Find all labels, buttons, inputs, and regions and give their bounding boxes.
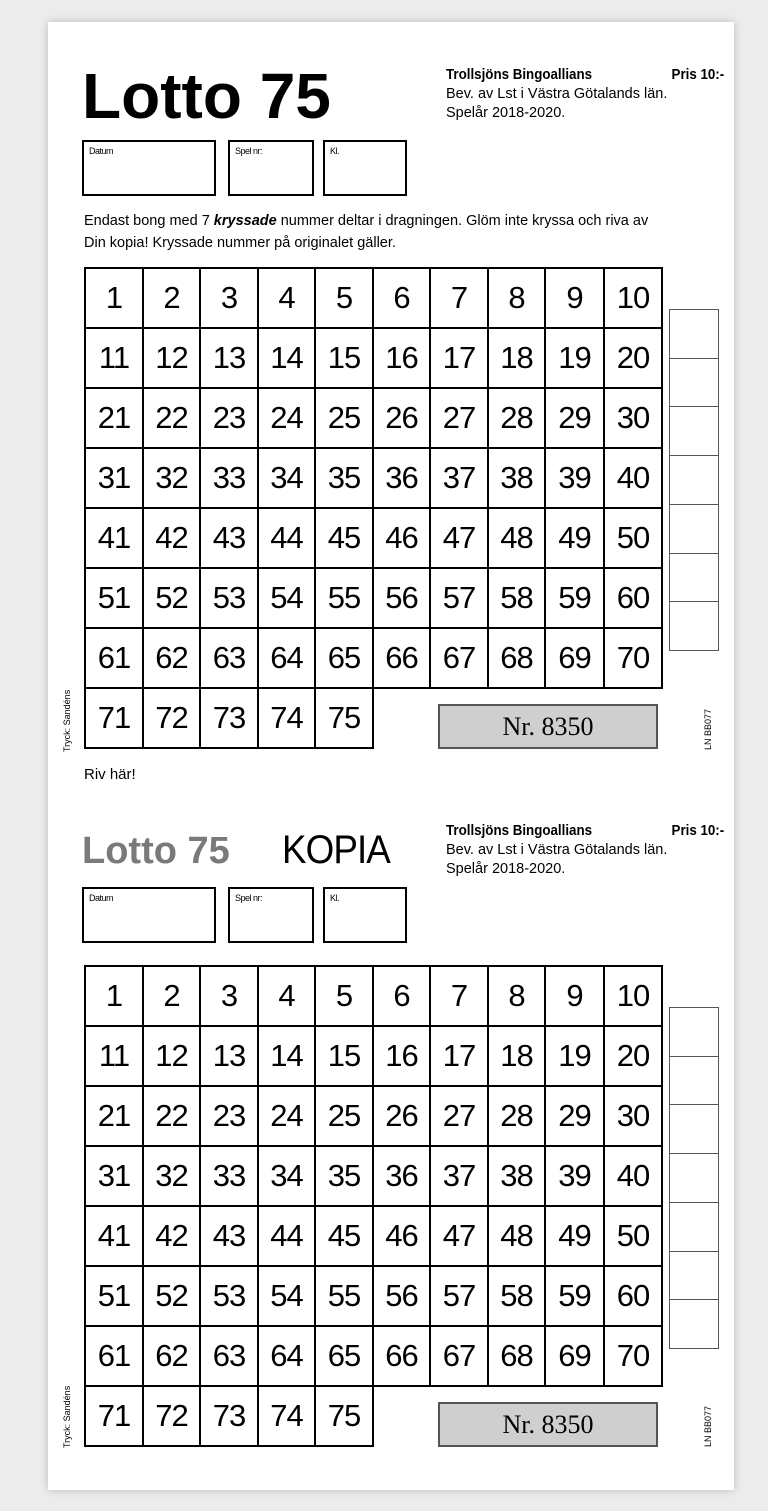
side-box-2[interactable] — [669, 358, 719, 408]
tear-here-label: Riv här! — [84, 766, 136, 783]
number-cell-30[interactable]: 30 — [603, 387, 663, 449]
copy-season-text: Spelår 2018-2020. — [446, 861, 566, 877]
number-cell-54[interactable]: 54 — [257, 567, 316, 629]
number-cell-63[interactable]: 63 — [199, 627, 259, 689]
copy-number-cell-13[interactable]: 13 — [199, 1025, 259, 1087]
copy-number-cell-69[interactable]: 69 — [544, 1325, 605, 1387]
copy-number-cell-53[interactable]: 53 — [199, 1265, 259, 1327]
number-cell-27[interactable]: 27 — [429, 387, 489, 449]
copy-number-cell-68[interactable]: 68 — [487, 1325, 546, 1387]
number-cell-24[interactable]: 24 — [257, 387, 316, 449]
number-cell-4[interactable]: 4 — [257, 267, 316, 329]
number-cell-49[interactable]: 49 — [544, 507, 605, 569]
copy-title: Lotto 75 — [82, 830, 230, 872]
game-number-field[interactable] — [228, 140, 314, 196]
copy-number-cell-74[interactable]: 74 — [257, 1385, 316, 1447]
copy-number-cell-59[interactable]: 59 — [544, 1265, 605, 1327]
copy-number-cell-63[interactable]: 63 — [199, 1325, 259, 1387]
copy-number-cell-19[interactable]: 19 — [544, 1025, 605, 1087]
copy-number-cell-65[interactable]: 65 — [314, 1325, 374, 1387]
number-cell-8[interactable]: 8 — [487, 267, 546, 329]
number-cell-57[interactable]: 57 — [429, 567, 489, 629]
copy-number-cell-9[interactable]: 9 — [544, 965, 605, 1027]
number-cell-58[interactable]: 58 — [487, 567, 546, 629]
number-cell-51[interactable]: 51 — [84, 567, 144, 629]
number-cell-31[interactable]: 31 — [84, 447, 144, 509]
copy-side-box-3[interactable] — [669, 1104, 719, 1154]
copy-number-cell-72[interactable]: 72 — [142, 1385, 201, 1447]
number-cell-32[interactable]: 32 — [142, 447, 201, 509]
number-cell-47[interactable]: 47 — [429, 507, 489, 569]
number-cell-42[interactable]: 42 — [142, 507, 201, 569]
copy-number-cell-70[interactable]: 70 — [603, 1325, 663, 1387]
side-box-5[interactable] — [669, 504, 719, 554]
copy-printer-credit: Tryck: Sandéns — [62, 1385, 72, 1448]
copy-number-cell-22[interactable]: 22 — [142, 1085, 201, 1147]
copy-date-field[interactable] — [82, 887, 216, 943]
copy-price-label: Pris 10:- — [671, 823, 725, 839]
copy-number-cell-41[interactable]: 41 — [84, 1205, 144, 1267]
copy-serial-number: Nr. 8350 — [438, 1402, 658, 1447]
copy-number-cell-35[interactable]: 35 — [314, 1145, 374, 1207]
copy-number-cell-5[interactable]: 5 — [314, 965, 374, 1027]
copy-game-number-field[interactable] — [228, 887, 314, 943]
number-cell-23[interactable]: 23 — [199, 387, 259, 449]
copy-number-cell-54[interactable]: 54 — [257, 1265, 316, 1327]
copy-number-cell-66[interactable]: 66 — [372, 1325, 431, 1387]
price-label: Pris 10:- — [671, 67, 725, 83]
copy-number-cell-51[interactable]: 51 — [84, 1265, 144, 1327]
number-cell-55[interactable]: 55 — [314, 567, 374, 629]
notice-emphasis: kryssade — [213, 213, 277, 229]
copy-number-cell-60[interactable]: 60 — [603, 1265, 663, 1327]
copy-side-box-6[interactable] — [669, 1251, 719, 1301]
date-field-label: Datum — [89, 146, 114, 156]
copy-side-box-1[interactable] — [669, 1007, 719, 1057]
number-cell-36[interactable]: 36 — [372, 447, 431, 509]
ticket-title: Lotto 75 — [82, 60, 331, 132]
copy-time-label: Kl. — [330, 893, 340, 903]
copy-number-cell-39[interactable]: 39 — [544, 1145, 605, 1207]
number-cell-68[interactable]: 68 — [487, 627, 546, 689]
number-cell-74[interactable]: 74 — [257, 687, 316, 749]
copy-number-cell-75[interactable]: 75 — [314, 1385, 374, 1447]
number-cell-37[interactable]: 37 — [429, 447, 489, 509]
number-cell-15[interactable]: 15 — [314, 327, 374, 389]
number-cell-48[interactable]: 48 — [487, 507, 546, 569]
copy-number-cell-71[interactable]: 71 — [84, 1385, 144, 1447]
number-cell-7[interactable]: 7 — [429, 267, 489, 329]
number-cell-45[interactable]: 45 — [314, 507, 374, 569]
number-cell-64[interactable]: 64 — [257, 627, 316, 689]
side-box-7[interactable] — [669, 601, 719, 651]
copy-number-cell-52[interactable]: 52 — [142, 1265, 201, 1327]
copy-number-cell-43[interactable]: 43 — [199, 1205, 259, 1267]
copy-number-cell-42[interactable]: 42 — [142, 1205, 201, 1267]
number-cell-11[interactable]: 11 — [84, 327, 144, 389]
number-cell-43[interactable]: 43 — [199, 507, 259, 569]
number-cell-25[interactable]: 25 — [314, 387, 374, 449]
copy-organizer-name: Trollsjöns Bingoallians — [446, 823, 593, 839]
game-number-label: Spel nr: — [235, 146, 263, 156]
number-cell-75[interactable]: 75 — [314, 687, 374, 749]
number-cell-52[interactable]: 52 — [142, 567, 201, 629]
copy-number-cell-58[interactable]: 58 — [487, 1265, 546, 1327]
copy-number-cell-57[interactable]: 57 — [429, 1265, 489, 1327]
number-cell-40[interactable]: 40 — [603, 447, 663, 509]
number-cell-67[interactable]: 67 — [429, 627, 489, 689]
number-cell-21[interactable]: 21 — [84, 387, 144, 449]
copy-permit-text: Bev. av Lst i Västra Götalands län. — [446, 842, 668, 858]
number-cell-69[interactable]: 69 — [544, 627, 605, 689]
number-cell-59[interactable]: 59 — [544, 567, 605, 629]
copy-side-box-2[interactable] — [669, 1056, 719, 1106]
copy-number-cell-37[interactable]: 37 — [429, 1145, 489, 1207]
copy-number-cell-67[interactable]: 67 — [429, 1325, 489, 1387]
number-cell-33[interactable]: 33 — [199, 447, 259, 509]
number-cell-72[interactable]: 72 — [142, 687, 201, 749]
number-cell-66[interactable]: 66 — [372, 627, 431, 689]
copy-organizer-block — [446, 822, 726, 879]
copy-number-cell-27[interactable]: 27 — [429, 1085, 489, 1147]
number-cell-73[interactable]: 73 — [199, 687, 259, 749]
organizer-name: Trollsjöns Bingoallians — [446, 67, 593, 83]
number-cell-2[interactable]: 2 — [142, 267, 201, 329]
copy-number-cell-32[interactable]: 32 — [142, 1145, 201, 1207]
copy-number-cell-12[interactable]: 12 — [142, 1025, 201, 1087]
copy-number-cell-20[interactable]: 20 — [603, 1025, 663, 1087]
copy-number-cell-62[interactable]: 62 — [142, 1325, 201, 1387]
number-cell-60[interactable]: 60 — [603, 567, 663, 629]
copy-number-cell-30[interactable]: 30 — [603, 1085, 663, 1147]
number-cell-70[interactable]: 70 — [603, 627, 663, 689]
copy-number-cell-16[interactable]: 16 — [372, 1025, 431, 1087]
number-cell-44[interactable]: 44 — [257, 507, 316, 569]
copy-number-cell-1[interactable]: 1 — [84, 965, 144, 1027]
copy-number-cell-61[interactable]: 61 — [84, 1325, 144, 1387]
copy-time-field[interactable] — [323, 887, 407, 943]
printer-credit: Tryck: Sandéns — [62, 689, 72, 752]
copy-number-cell-24[interactable]: 24 — [257, 1085, 316, 1147]
number-cell-65[interactable]: 65 — [314, 627, 374, 689]
copy-number-cell-46[interactable]: 46 — [372, 1205, 431, 1267]
number-cell-17[interactable]: 17 — [429, 327, 489, 389]
number-cell-62[interactable]: 62 — [142, 627, 201, 689]
copy-number-cell-50[interactable]: 50 — [603, 1205, 663, 1267]
copy-number-cell-21[interactable]: 21 — [84, 1085, 144, 1147]
rules-notice — [84, 210, 664, 254]
copy-number-cell-23[interactable]: 23 — [199, 1085, 259, 1147]
number-cell-29[interactable]: 29 — [544, 387, 605, 449]
copy-number-cell-26[interactable]: 26 — [372, 1085, 431, 1147]
number-cell-5[interactable]: 5 — [314, 267, 374, 329]
copy-side-box-7[interactable] — [669, 1299, 719, 1349]
number-cell-35[interactable]: 35 — [314, 447, 374, 509]
time-field[interactable] — [323, 140, 407, 196]
copy-number-cell-36[interactable]: 36 — [372, 1145, 431, 1207]
copy-number-cell-31[interactable]: 31 — [84, 1145, 144, 1207]
copy-number-cell-48[interactable]: 48 — [487, 1205, 546, 1267]
copy-number-cell-17[interactable]: 17 — [429, 1025, 489, 1087]
permit-text: Bev. av Lst i Västra Götalands län. — [446, 86, 668, 102]
number-cell-28[interactable]: 28 — [487, 387, 546, 449]
copy-number-cell-3[interactable]: 3 — [199, 965, 259, 1027]
number-cell-20[interactable]: 20 — [603, 327, 663, 389]
number-cell-12[interactable]: 12 — [142, 327, 201, 389]
copy-side-box-4[interactable] — [669, 1153, 719, 1203]
serial-number: Nr. 8350 — [438, 704, 658, 749]
organizer-block — [446, 66, 726, 123]
copy-side-box-5[interactable] — [669, 1202, 719, 1252]
copy-number-cell-10[interactable]: 10 — [603, 965, 663, 1027]
copy-number-cell-25[interactable]: 25 — [314, 1085, 374, 1147]
number-cell-38[interactable]: 38 — [487, 447, 546, 509]
side-box-4[interactable] — [669, 455, 719, 505]
number-cell-19[interactable]: 19 — [544, 327, 605, 389]
number-cell-1[interactable]: 1 — [84, 267, 144, 329]
copy-number-cell-4[interactable]: 4 — [257, 965, 316, 1027]
kopia-label: KOPIA — [282, 828, 390, 872]
copy-number-cell-33[interactable]: 33 — [199, 1145, 259, 1207]
copy-number-cell-45[interactable]: 45 — [314, 1205, 374, 1267]
copy-number-cell-18[interactable]: 18 — [487, 1025, 546, 1087]
copy-number-cell-38[interactable]: 38 — [487, 1145, 546, 1207]
number-cell-16[interactable]: 16 — [372, 327, 431, 389]
number-cell-39[interactable]: 39 — [544, 447, 605, 509]
number-cell-46[interactable]: 46 — [372, 507, 431, 569]
number-cell-50[interactable]: 50 — [603, 507, 663, 569]
number-cell-26[interactable]: 26 — [372, 387, 431, 449]
time-field-label: Kl. — [330, 146, 340, 156]
copy-number-cell-28[interactable]: 28 — [487, 1085, 546, 1147]
copy-number-cell-47[interactable]: 47 — [429, 1205, 489, 1267]
notice-text-2: nummer deltar i dragningen. Glöm inte kryssa och riva av Din kopia! Kryssade nummer på originalet gäller. — [84, 213, 649, 251]
copy-number-cell-14[interactable]: 14 — [257, 1025, 316, 1087]
number-cell-41[interactable]: 41 — [84, 507, 144, 569]
copy-game-number-label: Spel nr: — [235, 893, 263, 903]
number-cell-34[interactable]: 34 — [257, 447, 316, 509]
season-text: Spelår 2018-2020. — [446, 105, 566, 121]
copy-number-cell-6[interactable]: 6 — [372, 965, 431, 1027]
number-cell-3[interactable]: 3 — [199, 267, 259, 329]
number-cell-71[interactable]: 71 — [84, 687, 144, 749]
side-box-3[interactable] — [669, 406, 719, 456]
notice-text-1: Endast bong med 7 — [84, 213, 214, 229]
date-field[interactable] — [82, 140, 216, 196]
number-cell-9[interactable]: 9 — [544, 267, 605, 329]
copy-form-code: LN BB077 — [703, 1405, 713, 1447]
copy-number-cell-49[interactable]: 49 — [544, 1205, 605, 1267]
number-cell-13[interactable]: 13 — [199, 327, 259, 389]
copy-number-cell-15[interactable]: 15 — [314, 1025, 374, 1087]
number-cell-53[interactable]: 53 — [199, 567, 259, 629]
number-cell-56[interactable]: 56 — [372, 567, 431, 629]
copy-number-cell-73[interactable]: 73 — [199, 1385, 259, 1447]
copy-number-cell-7[interactable]: 7 — [429, 965, 489, 1027]
number-cell-6[interactable]: 6 — [372, 267, 431, 329]
copy-number-cell-11[interactable]: 11 — [84, 1025, 144, 1087]
copy-number-cell-8[interactable]: 8 — [487, 965, 546, 1027]
number-cell-14[interactable]: 14 — [257, 327, 316, 389]
copy-date-label: Datum — [89, 893, 114, 903]
number-cell-22[interactable]: 22 — [142, 387, 201, 449]
form-code: LN BB077 — [703, 708, 713, 750]
copy-number-cell-44[interactable]: 44 — [257, 1205, 316, 1267]
side-box-6[interactable] — [669, 553, 719, 603]
copy-number-cell-29[interactable]: 29 — [544, 1085, 605, 1147]
number-cell-10[interactable]: 10 — [603, 267, 663, 329]
copy-number-cell-56[interactable]: 56 — [372, 1265, 431, 1327]
side-box-1[interactable] — [669, 309, 719, 359]
copy-number-cell-2[interactable]: 2 — [142, 965, 201, 1027]
number-cell-61[interactable]: 61 — [84, 627, 144, 689]
number-cell-18[interactable]: 18 — [487, 327, 546, 389]
copy-number-cell-55[interactable]: 55 — [314, 1265, 374, 1327]
copy-number-cell-34[interactable]: 34 — [257, 1145, 316, 1207]
copy-number-cell-40[interactable]: 40 — [603, 1145, 663, 1207]
copy-number-cell-64[interactable]: 64 — [257, 1325, 316, 1387]
